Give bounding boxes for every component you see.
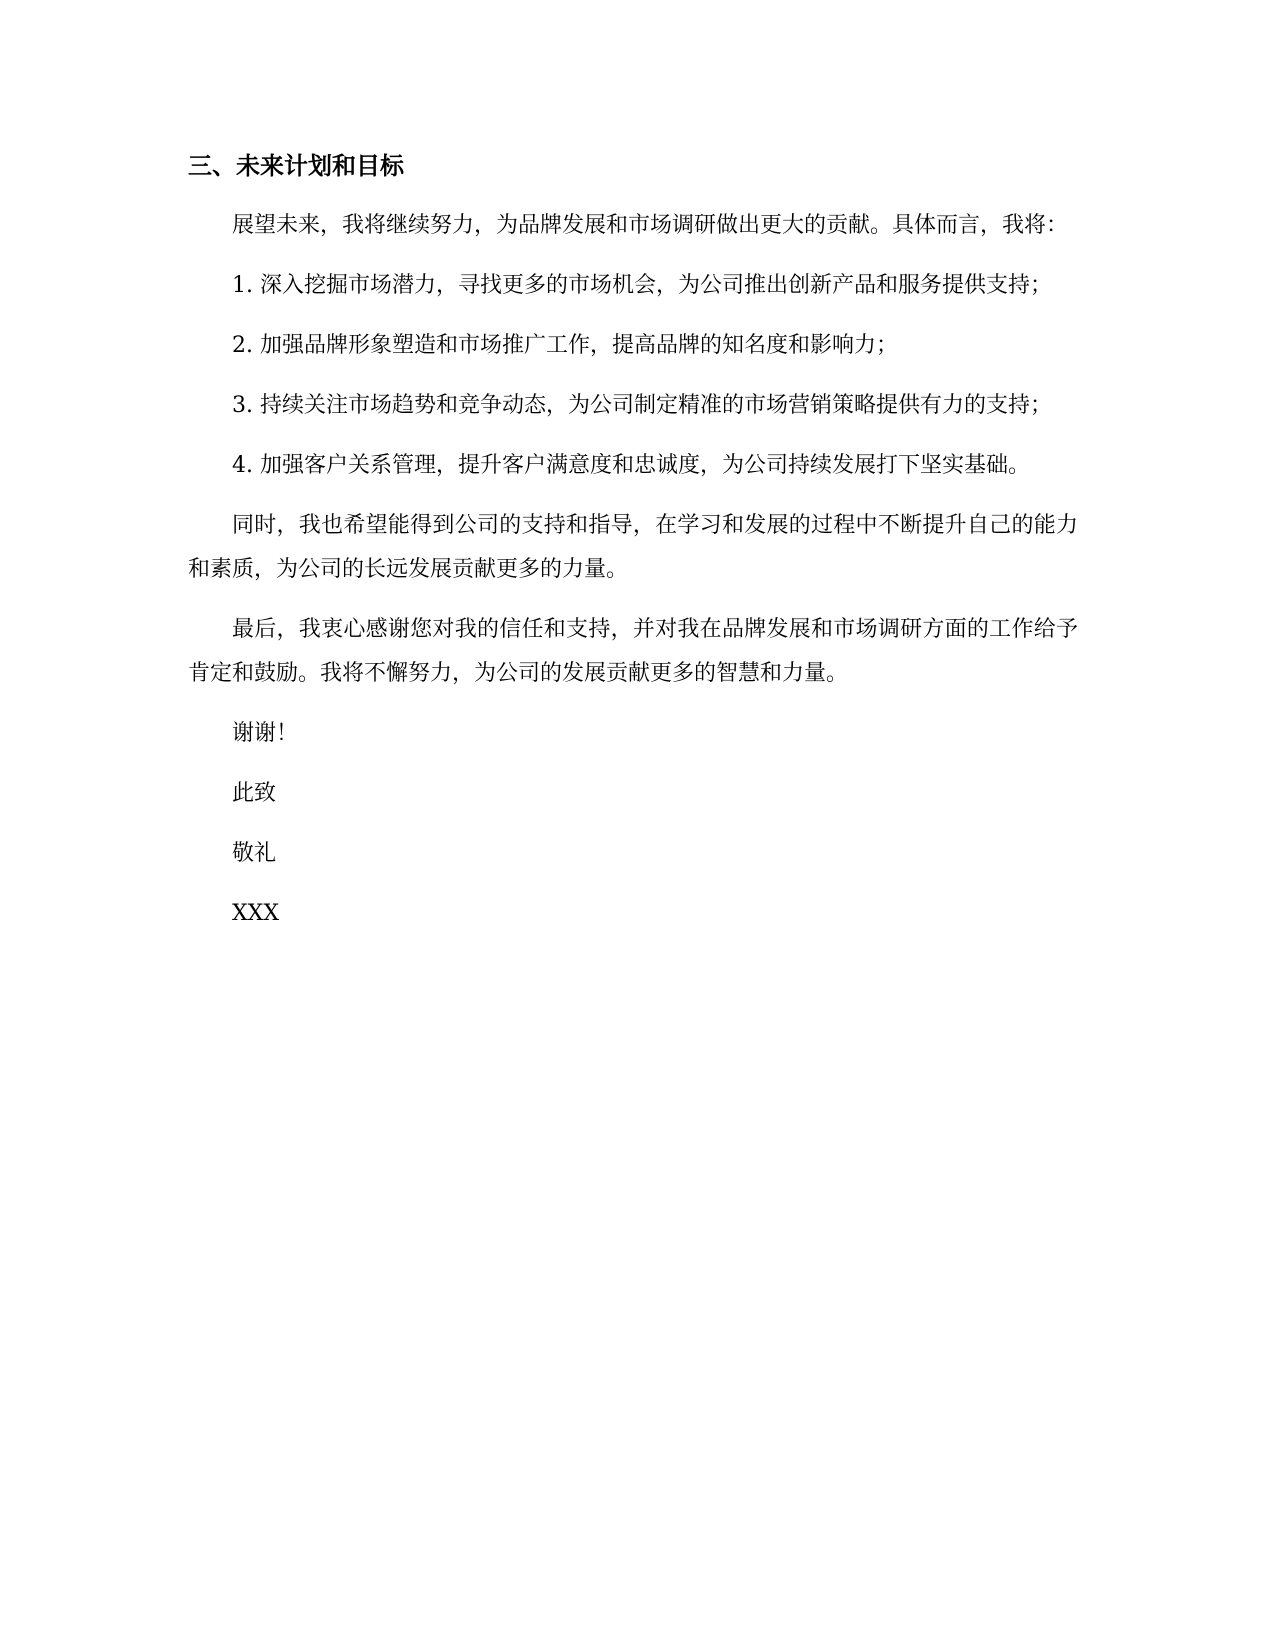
plan-item-2: 2. 加强品牌形象塑造和市场推广工作，提高品牌的知名度和影响力； bbox=[232, 333, 898, 358]
signature-line: XXX bbox=[232, 901, 279, 926]
salutation-line-2: 敬礼 bbox=[232, 841, 277, 866]
section-heading: 三、未来计划和目标 bbox=[188, 152, 404, 180]
plan-item-3: 3. 持续关注市场趋势和竞争动态，为公司制定精准的市场营销策略提供有力的支持； bbox=[232, 393, 1052, 418]
document-body bbox=[188, 148, 1078, 952]
plan-item-4: 4. 加强客户关系管理，提升客户满意度和忠诚度，为公司持续发展打下坚实基础。 bbox=[232, 453, 1030, 478]
support-paragraph: 同时，我也希望能得到公司的支持和指导，在学习和发展的过程中不断提升自己的能力和素质，为公司的长远发展贡献更多的力量。 bbox=[188, 513, 1078, 582]
thanks-line: 谢谢！ bbox=[232, 721, 299, 746]
closing-paragraph: 最后，我衷心感谢您对我的信任和支持，并对我在品牌发展和市场调研方面的工作给予肯定和鼓励。我将不懈努力，为公司的发展贡献更多的智慧和力量。 bbox=[188, 617, 1078, 686]
intro-paragraph: 展望未来，我将继续努力，为品牌发展和市场调研做出更大的贡献。具体而言，我将： bbox=[232, 213, 1069, 238]
plan-item-1: 1. 深入挖掘市场潜力，寻找更多的市场机会，为公司推出创新产品和服务提供支持； bbox=[232, 273, 1052, 298]
salutation-line-1: 此致 bbox=[232, 781, 277, 806]
